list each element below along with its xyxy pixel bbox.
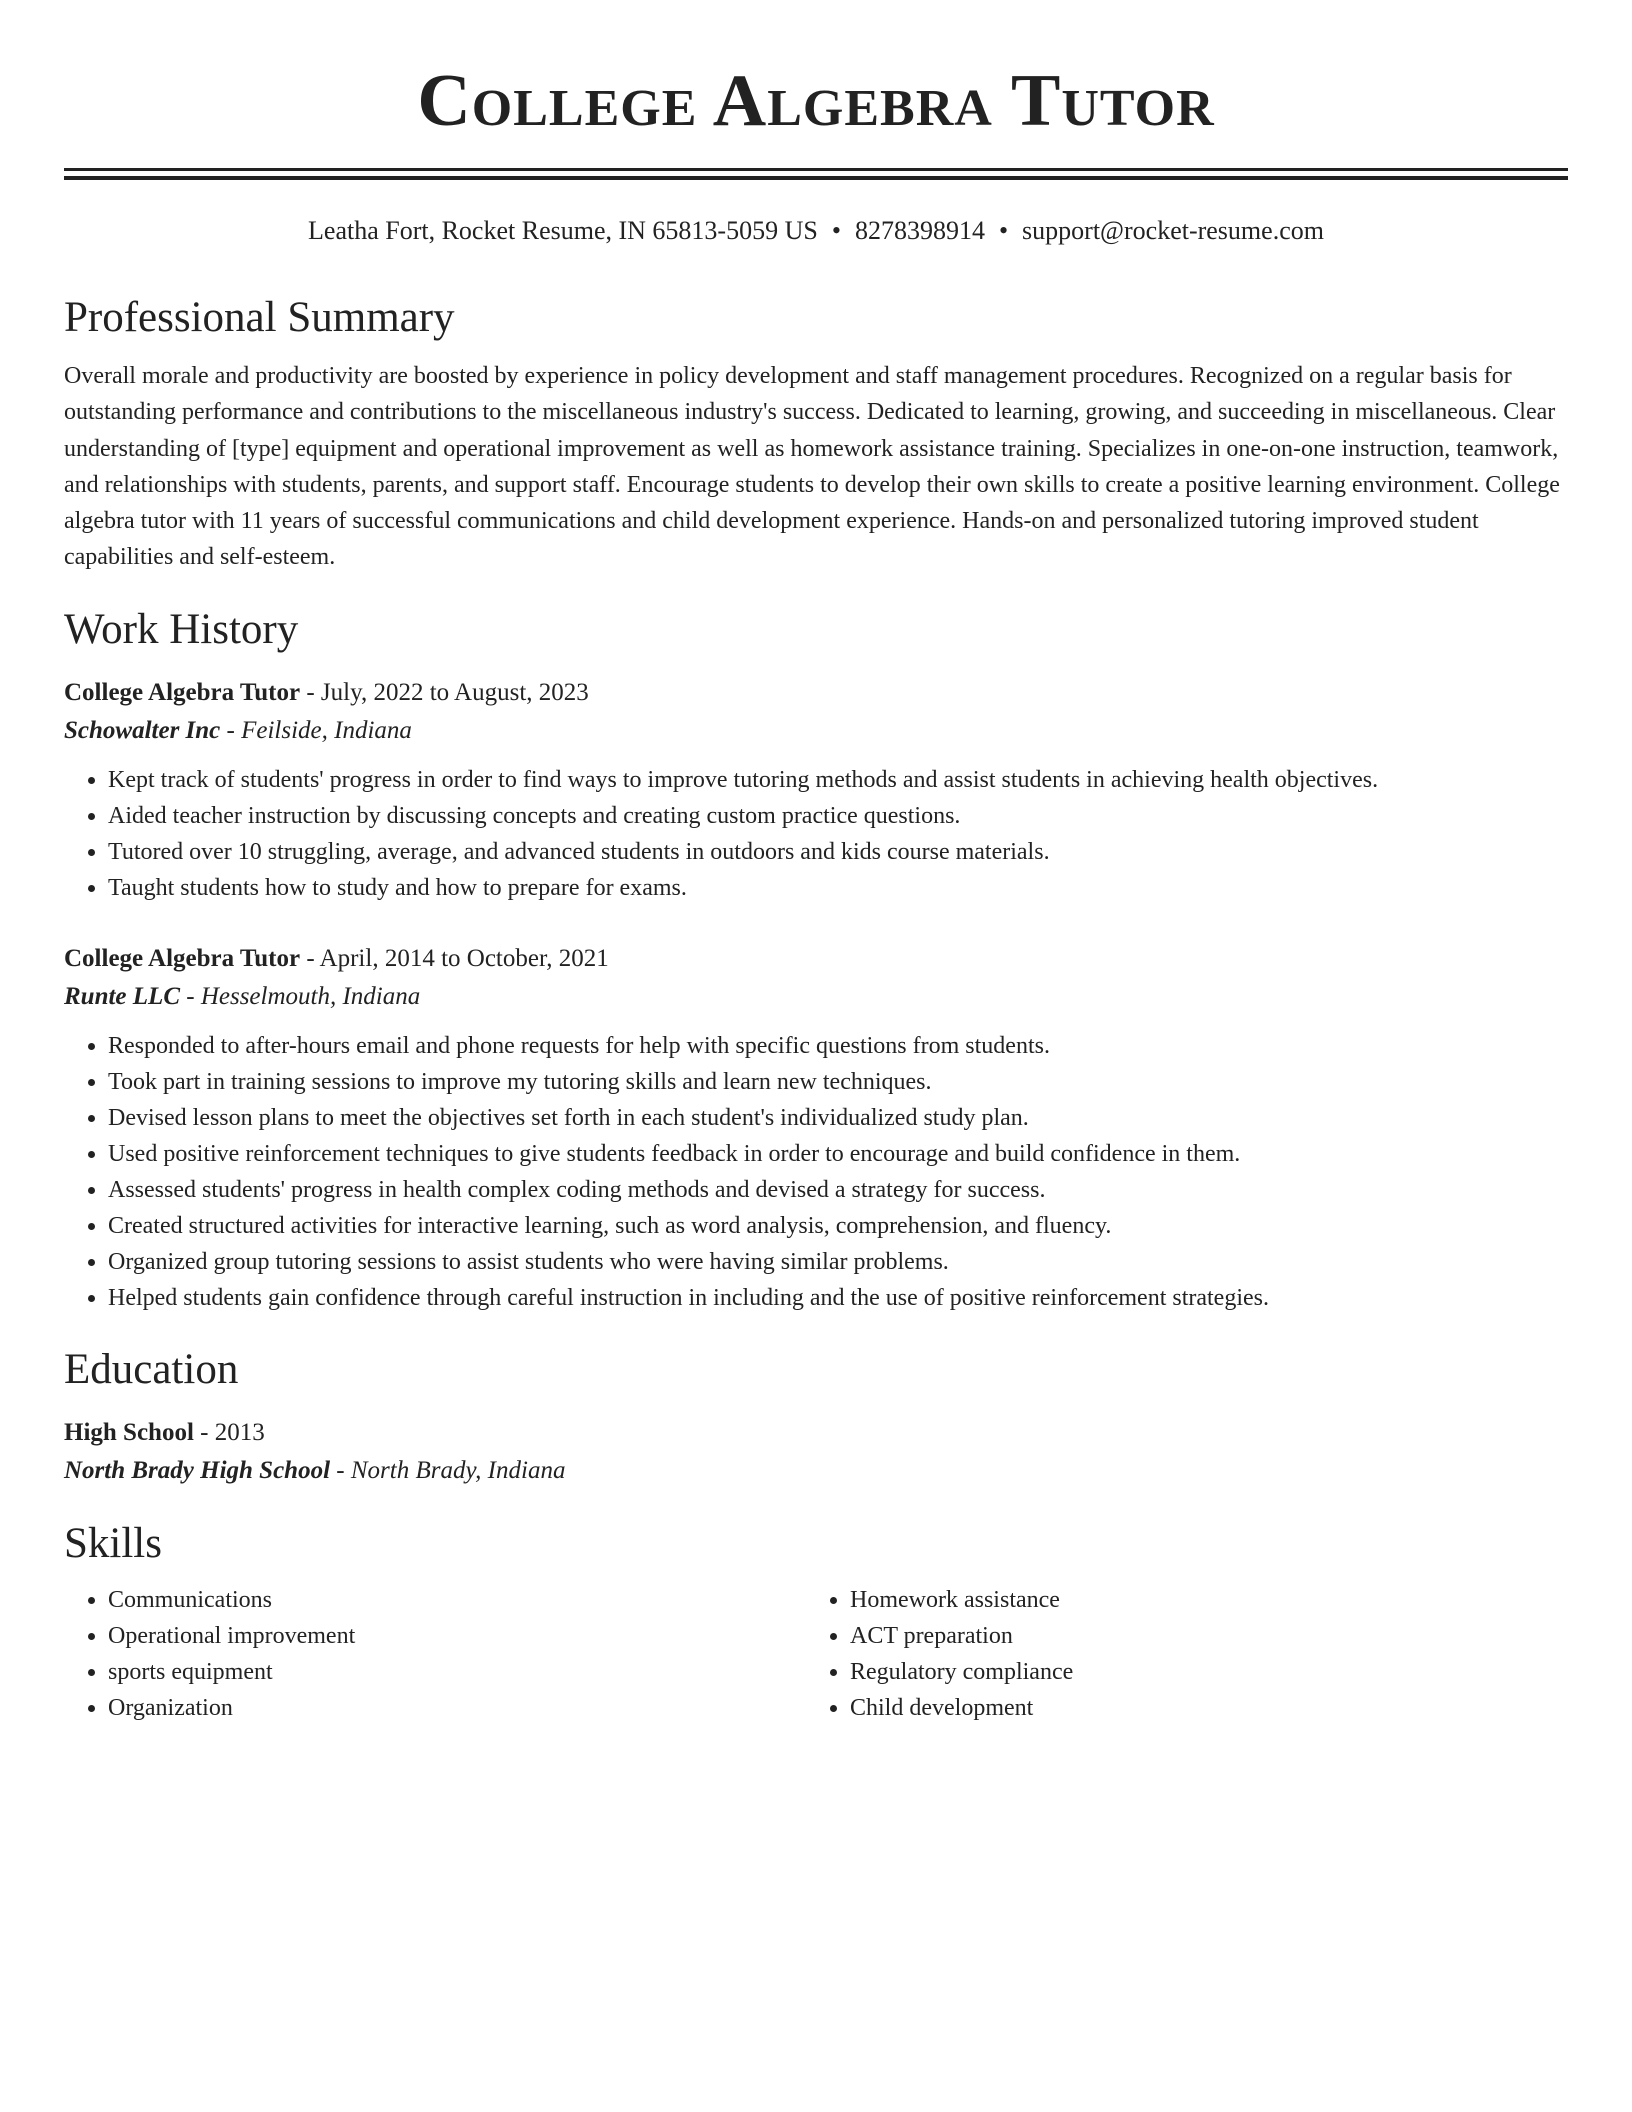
- skills-grid: [64, 1582, 1568, 1726]
- company-line: [64, 712, 1568, 750]
- school-location: - North Brady, Indiana: [330, 1456, 566, 1484]
- skills-heading: Skills: [64, 1519, 162, 1567]
- school-name: North Brady High School: [64, 1456, 331, 1484]
- company-line: [64, 978, 1568, 1016]
- skill-item: • Organization: [108, 1690, 806, 1726]
- skill-item: • Regulatory compliance: [850, 1654, 1548, 1690]
- skill-item: • Homework assistance: [850, 1582, 1548, 1618]
- resume-title: College Algebra Tutor: [417, 60, 1215, 142]
- work-history-heading: Work History: [64, 605, 299, 653]
- title-double-rule: [64, 168, 1568, 180]
- list-item: • Took part in training sessions to improve my tutoring skills and learn new techniques.: [108, 1064, 1568, 1100]
- list-item: • Responded to after-hours email and phone requests for help with specific questions from students.: [108, 1028, 1568, 1064]
- list-item: • Used positive reinforcement techniques to give students feedback in order to encourage and build confidence in them.: [108, 1136, 1568, 1172]
- summary-heading: Professional Summary: [64, 294, 455, 341]
- skill-item: • Operational improvement: [108, 1618, 806, 1654]
- list-item: • Devised lesson plans to meet the objectives set forth in each student's individualized study plan.: [108, 1100, 1568, 1136]
- contact-separator: •: [998, 216, 1009, 245]
- list-item: • Helped students gain confidence through careful instruction in including and the use of positive reinforcement strategies.: [108, 1280, 1568, 1316]
- company-name: Runte LLC: [64, 982, 180, 1010]
- job-dates: - July, 2022 to August, 2023: [300, 678, 589, 706]
- job-bullets: [64, 762, 1568, 906]
- job-entry-2: [64, 940, 1568, 1316]
- summary-text: Overall morale and productivity are boosted by experience in policy development and staff management procedures. Recognized on a regular basis for outstanding performance and contributions to the miscellaneous industry's success. Dedicated to learning, growing, and succeeding in miscellaneous. Clear understanding of [type] equipment and operational improvement as well as homework assistance training. Specializes in one-on-one instruction, teamwork, and relationships with students, parents, and support staff. Encourage students to develop their own skills to create a positive learning environment. College algebra tutor with 11 years of successful communications and child development experience. Hands-on and personalized tutoring improved student capabilities and self-esteem.: [64, 363, 1560, 571]
- list-item: • Created structured activities for interactive learning, such as word analysis, comprehension, and fluency.: [108, 1208, 1568, 1244]
- job-title: College Algebra Tutor: [64, 678, 301, 706]
- contact-separator: •: [831, 216, 841, 245]
- education-entry: [64, 1414, 1568, 1490]
- contact-address: Leatha Fort, Rocket Resume, IN 65813-5059 US: [308, 216, 818, 245]
- degree-line: [64, 1414, 1568, 1452]
- skills-column-left: [64, 1582, 806, 1726]
- company-location: - Feilside, Indiana: [220, 716, 412, 744]
- list-item: • Aided teacher instruction by discussing concepts and creating custom practice questions.: [108, 798, 1568, 834]
- list-item: • Tutored over 10 struggling, average, and advanced students in outdoors and kids course materials.: [108, 834, 1568, 870]
- list-item: • Kept track of students' progress in order to find ways to improve tutoring methods and assist students in achieving health objectives.: [108, 762, 1568, 798]
- degree: High School: [64, 1418, 194, 1446]
- job-title-line: [64, 940, 1568, 978]
- skills-list-right: [806, 1582, 1548, 1726]
- list-item: • Taught students how to study and how to prepare for exams.: [108, 870, 1568, 906]
- job-dates: - April, 2014 to October, 2021: [300, 944, 609, 972]
- job-bullets: [64, 1028, 1568, 1316]
- job-entry-1: [64, 674, 1568, 906]
- skill-item: • Communications: [108, 1582, 806, 1618]
- contact-phone: 8278398914: [854, 216, 985, 245]
- education-heading: Education: [64, 1345, 239, 1393]
- company-location: - Hesselmouth, Indiana: [180, 982, 421, 1010]
- company-name: Schowalter Inc: [64, 716, 221, 744]
- skill-item: • sports equipment: [108, 1654, 806, 1690]
- graduation-year: - 2013: [193, 1418, 265, 1446]
- contact-line: [64, 214, 1568, 248]
- skill-item: • ACT preparation: [850, 1618, 1548, 1654]
- skill-item: • Child development: [850, 1690, 1548, 1726]
- job-title: College Algebra Tutor: [64, 944, 301, 972]
- job-title-line: [64, 674, 1568, 712]
- list-item: • Assessed students' progress in health complex coding methods and devised a strategy for success.: [108, 1172, 1568, 1208]
- list-item: • Organized group tutoring sessions to assist students who were having similar problems.: [108, 1244, 1568, 1280]
- school-line: [64, 1452, 1568, 1490]
- contact-email: support@rocket-resume.com: [1022, 216, 1324, 245]
- skills-list-left: [64, 1582, 806, 1726]
- skills-column-right: [806, 1582, 1548, 1726]
